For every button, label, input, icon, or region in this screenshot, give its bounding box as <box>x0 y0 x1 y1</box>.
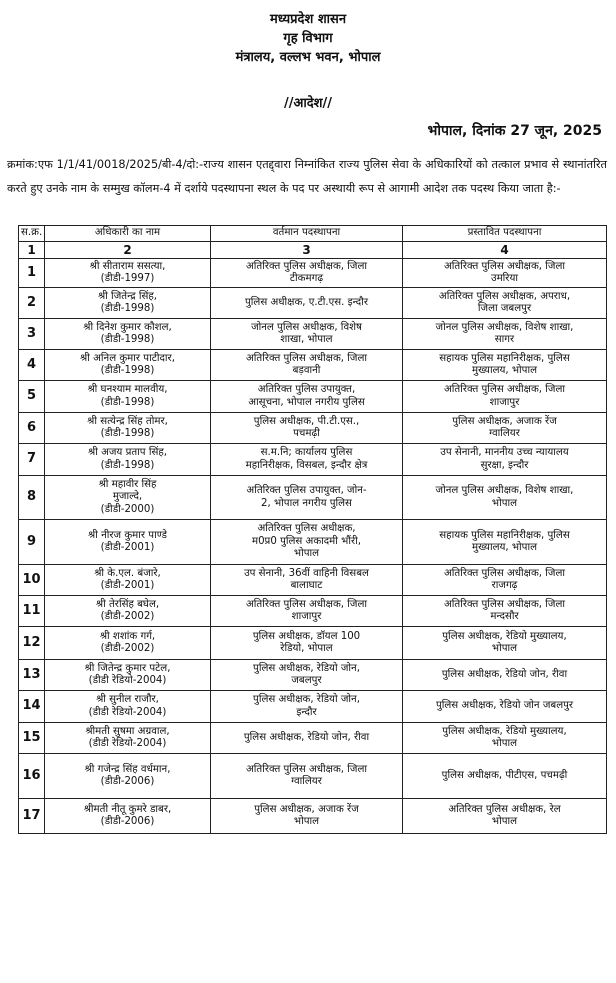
current-posting-cell: जोनल पुलिस अधीक्षक, विशेष शाखा, भोपाल <box>211 319 403 350</box>
proposed-posting-cell: पुलिस अधीक्षक, पीटीएस, पचमढ़ी <box>403 754 607 799</box>
officer-name-cell: श्री घनश्याम मालवीय, (डीडी-1998) <box>45 381 211 413</box>
table-row <box>19 350 607 381</box>
column-number: 2 <box>45 242 211 259</box>
current-posting-cell: अतिरिक्त पुलिस अधीक्षक, जिला ग्वालियर <box>211 754 403 799</box>
proposed-posting-cell: पुलिस अधीक्षक, अजाक रेंज ग्वालियर <box>403 413 607 444</box>
officer-name-cell: श्री तेरसिंह बघेल, (डीडी-2002) <box>45 596 211 627</box>
column-number-row <box>19 242 607 259</box>
serial-cell: 14 <box>19 691 45 723</box>
proposed-posting-cell: पुलिस अधीक्षक, रेडियो मुख्यालय, भोपाल <box>403 627 607 660</box>
serial-cell: 1 <box>19 259 45 288</box>
current-posting-cell: उप सेनानी, 36वीं वाहिनी विसबल बालाघाट <box>211 565 403 596</box>
officer-name-cell: श्री शशांक गर्ग, (डीडी-2002) <box>45 627 211 660</box>
table-row <box>19 723 607 754</box>
proposed-posting-cell: अतिरिक्त पुलिस अधीक्षक, जिला राजगढ़ <box>403 565 607 596</box>
proposed-posting-cell: पुलिस अधीक्षक, रेडियो मुख्यालय, भोपाल <box>403 723 607 754</box>
serial-cell: 5 <box>19 381 45 413</box>
proposed-posting-cell: पुलिस अधीक्षक, रेडियो जोन जबलपुर <box>403 691 607 723</box>
order-title: //आदेश// <box>283 96 333 111</box>
current-posting-cell: पुलिस अधीक्षक, रेडियो जोन, जबलपुर <box>211 660 403 691</box>
letterhead-address: मंत्रालय, वल्लभ भवन, भोपाल <box>235 50 381 65</box>
officer-name-cell: श्री अजय प्रताप सिंह, (डीडी-1998) <box>45 444 211 476</box>
officer-name-cell: श्री नीरज कुमार पाण्डे (डीडी-2001) <box>45 520 211 565</box>
current-posting-cell: पुलिस अधीक्षक, रेडियो जोन, रीवा <box>211 723 403 754</box>
current-posting-cell: अतिरिक्त पुलिस उपायुक्त, आसूचना, भोपाल नगरीय पुलिस <box>211 381 403 413</box>
current-posting-cell: पुलिस अधीक्षक, रेडियो जोन, इन्दौर <box>211 691 403 723</box>
column-number: 3 <box>211 242 403 259</box>
current-posting-cell: पुलिस अधीक्षक, डॉयल 100 रेडियो, भोपाल <box>211 627 403 660</box>
transfer-table <box>18 225 607 834</box>
header-current-posting: वर्तमान पदस्थापना <box>211 226 403 242</box>
proposed-posting-cell: अतिरिक्त पुलिस अधीक्षक, अपराध, जिला जबलपुर <box>403 288 607 319</box>
table-row <box>19 476 607 520</box>
table-row <box>19 444 607 476</box>
proposed-posting-cell: जोनल पुलिस अधीक्षक, विशेष शाखा, सागर <box>403 319 607 350</box>
letterhead <box>0 10 616 67</box>
table-row <box>19 319 607 350</box>
serial-cell: 11 <box>19 596 45 627</box>
proposed-posting-cell: जोनल पुलिस अधीक्षक, विशेष शाखा, भोपाल <box>403 476 607 520</box>
serial-cell: 7 <box>19 444 45 476</box>
serial-cell: 17 <box>19 799 45 834</box>
officer-name-cell: श्री अनिल कुमार पाटीदार, (डीडी-1998) <box>45 350 211 381</box>
current-posting-cell: अतिरिक्त पुलिस अधीक्षक, जिला शाजापुर <box>211 596 403 627</box>
officer-name-cell: श्री सत्येन्द्र सिंह तोमर, (डीडी-1998) <box>45 413 211 444</box>
table-row <box>19 381 607 413</box>
proposed-posting-cell: उप सेनानी, माननीय उच्च न्यायालय सुरक्षा, इन्दौर <box>403 444 607 476</box>
table-row <box>19 627 607 660</box>
current-posting-cell: अतिरिक्त पुलिस अधीक्षक, म0प्र0 पुलिस अकादमी भौंरी, भोपाल <box>211 520 403 565</box>
proposed-posting-cell: अतिरिक्त पुलिस अधीक्षक, जिला शाजापुर <box>403 381 607 413</box>
current-posting-cell: पुलिस अधीक्षक, ए.टी.एस. इन्दौर <box>211 288 403 319</box>
current-posting-cell: अतिरिक्त पुलिस उपायुक्त, जोन- 2, भोपाल नगरीय पुलिस <box>211 476 403 520</box>
officer-name-cell: श्री गजेन्द्र सिंह वर्धमान, (डीडी-2006) <box>45 754 211 799</box>
officer-name-cell: श्री जितेन्द्र कुमार पटेल, (डीडी रेडियो-2004) <box>45 660 211 691</box>
officer-name-cell: श्री सीताराम ससत्या, (डीडी-1997) <box>45 259 211 288</box>
column-number: 1 <box>19 242 45 259</box>
current-posting-cell: अतिरिक्त पुलिस अधीक्षक, जिला टीकमगढ़ <box>211 259 403 288</box>
table-row <box>19 520 607 565</box>
header-serial: स.क्र. <box>19 226 45 242</box>
table-row <box>19 288 607 319</box>
serial-cell: 12 <box>19 627 45 660</box>
officer-name-cell: श्री जितेन्द्र सिंह, (डीडी-1998) <box>45 288 211 319</box>
current-posting-cell: पुलिस अधीक्षक, अजाक रेंज भोपाल <box>211 799 403 834</box>
officer-name-cell: श्रीमती सुषमा अग्रवाल, (डीडी रेडियो-2004) <box>45 723 211 754</box>
proposed-posting-cell: पुलिस अधीक्षक, रेडियो जोन, रीवा <box>403 660 607 691</box>
order-date: भोपाल, दिनांक 27 जून, 2025 <box>427 123 602 139</box>
table-row <box>19 799 607 834</box>
table-row <box>19 754 607 799</box>
order-paragraph: क्रमांक:एफ 1/1/41/0018/2025/बी-4/दो:-राज्य शासन एतद्द्वारा निम्नांकित राज्य पुलिस सेवा के अधिकारियों को तत्काल प्रभाव से स्थानांतरित करते हुए उनके नाम के सम्मुख कॉलम-4 में दर्शाये पदस्थापना स्थल के पद पर अस्थायी रूप से आगामी आदेश तक पदस्थ किया जाता है:- <box>7 158 607 195</box>
current-posting-cell: पुलिस अधीक्षक, पी.टी.एस., पचमढ़ी <box>211 413 403 444</box>
serial-cell: 3 <box>19 319 45 350</box>
proposed-posting-cell: अतिरिक्त पुलिस अधीक्षक, जिला मन्दसौर <box>403 596 607 627</box>
table-body <box>19 259 607 834</box>
officer-name-cell: श्री दिनेश कुमार कौशल, (डीडी-1998) <box>45 319 211 350</box>
header-proposed-posting: प्रस्तावित पदस्थापना <box>403 226 607 242</box>
letterhead-department: गृह विभाग <box>283 31 333 46</box>
header-officer-name: अधिकारी का नाम <box>45 226 211 242</box>
table-row <box>19 565 607 596</box>
serial-cell: 13 <box>19 660 45 691</box>
proposed-posting-cell: सहायक पुलिस महानिरीक्षक, पुलिस मुख्यालय, भोपाल <box>403 520 607 565</box>
serial-cell: 6 <box>19 413 45 444</box>
officer-name-cell: श्री महावीर सिंह मुजाल्दे, (डीडी-2000) <box>45 476 211 520</box>
table-row <box>19 691 607 723</box>
serial-cell: 10 <box>19 565 45 596</box>
serial-cell: 9 <box>19 520 45 565</box>
serial-cell: 15 <box>19 723 45 754</box>
column-number: 4 <box>403 242 607 259</box>
table-row <box>19 413 607 444</box>
serial-cell: 4 <box>19 350 45 381</box>
proposed-posting-cell: सहायक पुलिस महानिरीक्षक, पुलिस मुख्यालय, भोपाल <box>403 350 607 381</box>
current-posting-cell: स.म.नि; कार्यालय पुलिस महानिरीक्षक, विसबल, इन्दौर क्षेत्र <box>211 444 403 476</box>
table-row <box>19 596 607 627</box>
officer-name-cell: श्री सुनील राजौर, (डीडी रेडियो-2004) <box>45 691 211 723</box>
proposed-posting-cell: अतिरिक्त पुलिस अधीक्षक, रेल भोपाल <box>403 799 607 834</box>
officer-name-cell: श्रीमती नीतू कुमरे डाबर, (डीडी-2006) <box>45 799 211 834</box>
proposed-posting-cell: अतिरिक्त पुलिस अधीक्षक, जिला उमरिया <box>403 259 607 288</box>
table-header-row <box>19 226 607 242</box>
officer-name-cell: श्री के.एल. बंजारे, (डीडी-2001) <box>45 565 211 596</box>
serial-cell: 16 <box>19 754 45 799</box>
serial-cell: 2 <box>19 288 45 319</box>
table-row <box>19 660 607 691</box>
table-row <box>19 259 607 288</box>
letterhead-state: मध्यप्रदेश शासन <box>269 12 347 27</box>
current-posting-cell: अतिरिक्त पुलिस अधीक्षक, जिला बड़वानी <box>211 350 403 381</box>
serial-cell: 8 <box>19 476 45 520</box>
